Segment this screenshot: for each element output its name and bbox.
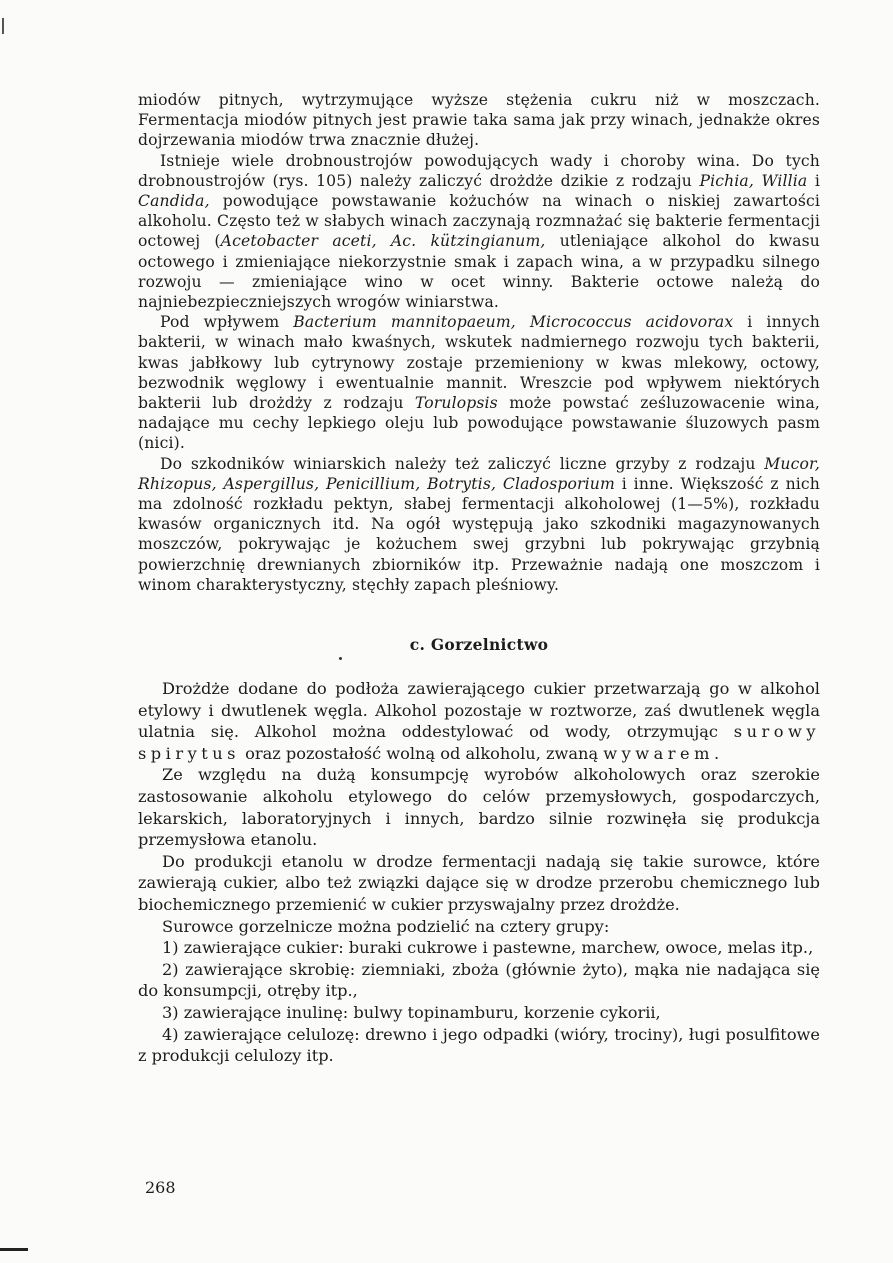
list-item: 2) zawierające skrobię: ziemniaki, zboża (głównie żyto), mąka nie nadająca się do konsumpcji, otręby itp., [138,959,820,1001]
paragraph-raw-materials: Do produkcji etanolu w drodze fermentacji nadają się takie surowce, które zawierają cukier, albo też związki dające się w drodze przerobu chemicznego lub biochemicznego przemienić w cukier przyswajalny przez drożdże. [138,851,820,915]
decorative-dot [339,657,342,660]
paragraph-bacteria-effects: Pod wpływem Bacterium mannitopaeum, Micrococcus acidovorax i innych bakterii, w winach mało kwaśnych, wskutek nadmiernego rozwoju tych bakterii, kwas jabłkowy lub cytrynowy zostaje przemieniony w kwas mlekowy, octowy, bezwodnik węglowy i ewentualnie mannit. Wreszcie pod wpływem niektórych bakterii lub drożdży z rodzaju Torulopsis może powstać ześluzowacenie wina, nadające mu cechy lepkiego oleju lub powodujące powstawanie śluzowych pasm (nici). [138,313,821,453]
scan-edge-mark-top [2,18,4,34]
list-item: 3) zawierające inulinę: bulwy topinamburu, korzenie cykorii, [162,1002,661,1022]
paragraph-yeast-alcohol: Drożdże dodane do podłoża zawierającego cukier przetwarzają go w alkohol etylowy i dwutlenek węgla. Alkohol pozostaje w roztworze, zaś dwutlenek węgla ulatnia się. Alkohol można oddestylować od wody, otrzymując surowy spirytus oraz pozostałość wolną od alkoholu, zwaną wywarem. [138,679,820,763]
page-body [138,90,820,1067]
list-item: 1) zawierające cukier: buraki cukrowe i pastewne, marchew, owoce, melas itp., [162,938,814,958]
page-number: 268 [145,1178,176,1197]
paragraph-groups-intro: Surowce gorzelnicze można podzielić na cztery grupy: [162,916,610,936]
scan-edge-mark-bottom [0,1248,28,1251]
section-heading: c. Gorzelnictwo [409,635,549,655]
section-wine-spoilage [138,90,820,595]
section-distilling [138,678,820,1067]
paragraph-consumption: Ze względu na dużą konsumpcję wyrobów alkoholowych oraz szerokie zastosowanie alkoholu etylowego do celów przemysłowych, gospodarczych, lekarskich, laboratoryjnych i innych, bardzo silnie rozwinęła się produkcja przemysłowa etanolu. [138,765,820,850]
paragraph-wine-microorganisms: Istnieje wiele drobnoustrojów powodujących wady i choroby wina. Do tych drobnoustrojów (rys. 105) należy zaliczyć drożdże dzikie z rodzaju Pichia, Willia i Candida, powodujące powstawanie kożuchów na winach o niskiej zawartości alkoholu. Często też w słabych winach zaczynają rozmnażać się bakterie fermentacji octowej (Acetobacter aceti, Ac. kützingianum, utleniające alkohol do kwasu octowego i zmieniające niekorzystnie smak i zapach wina, a w przypadku silnego rozwoju — zmieniające wino w ocet winny. Bakterie octowe należą do najniebezpieczniejszych wrogów winiarstwa. [138,151,820,312]
paragraph-fungi: Do szkodników winiarskich należy też zaliczyć liczne grzyby z rodzaju Mucor, Rhizopus, Aspergillus, Penicillium, Botrytis, Cladosporium i inne. Większość z nich ma zdolność rozkładu pektyn, słabej fermentacji alkoholowej (1—5%), rozkładu kwasów organicznych itd. Na ogół występują jako szkodniki magazynowanych moszczów, pokrywając je kożuchem swej grzybni lub pokrywając grzybnią powierzchnię drewnianych zbiorników itp. Przeważnie nadają one moszczom i winom charakterystyczny, stęchły zapach pleśniowy. [138,454,820,594]
paragraph-mead: miodów pitnych, wytrzymujące wyższe stężenia cukru niż w moszczach. Fermentacja miodów pitnych jest prawie taka sama jak przy winach, jednakże okres dojrzewania miodów trwa znacznie dłużej. [138,91,820,150]
list-item: 4) zawierające celulozę: drewno i jego odpadki (wióry, trociny), ługi posulfitowe z produkcji celulozy itp. [138,1024,820,1066]
